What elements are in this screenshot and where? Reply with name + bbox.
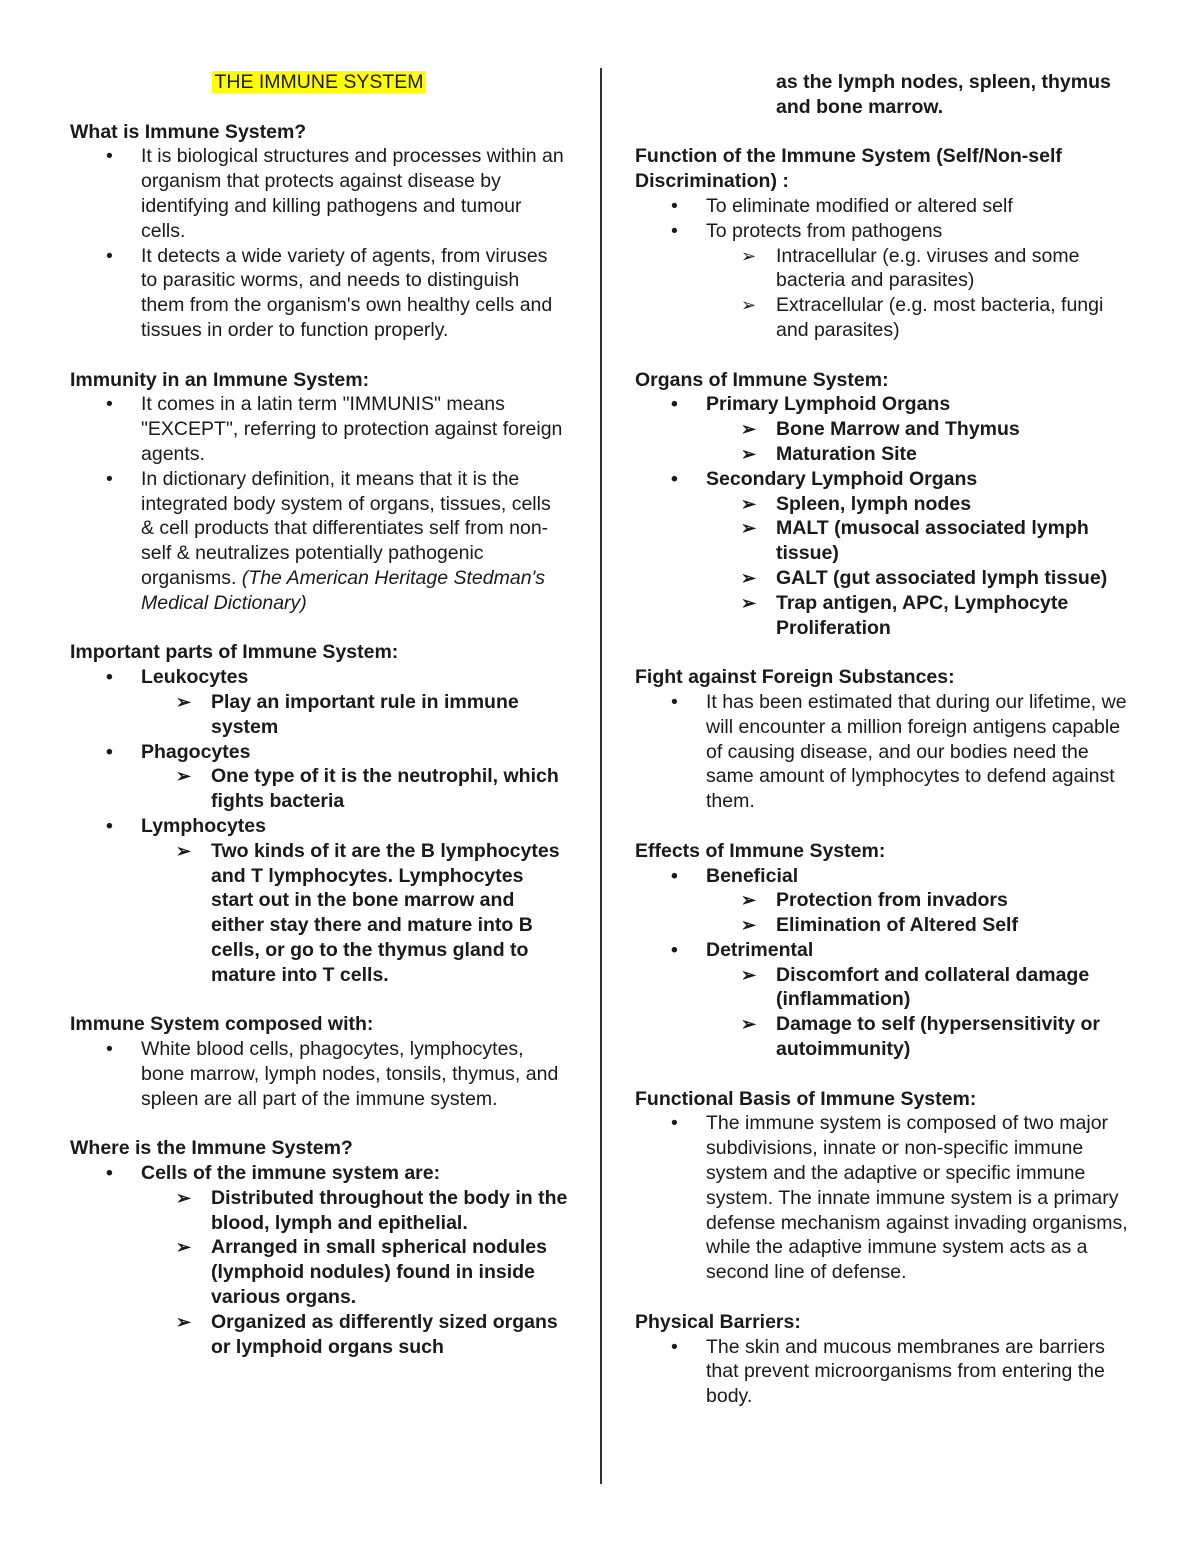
- sub-list-item: ➢ Damage to self (hypersensitivity or autoimmunity): [635, 1012, 1135, 1062]
- list-item: [70, 665, 568, 739]
- continued-sub-item: as the lymph nodes, spleen, thymus and bone marrow.: [776, 71, 1111, 118]
- sub-list-item: ➢ Elimination of Altered Self: [635, 913, 1135, 938]
- section-heading: Immunity in an Immune System:: [70, 368, 370, 391]
- section-heading: Effects of Immune System:: [635, 839, 886, 862]
- list-item: • It has been estimated that during our lifetime, we will encounter a million foreign antigens capable of causing disease, and our bodies need the same amount of lymphocytes to defend against them.: [635, 690, 1135, 814]
- list-item-text: In dictionary definition, it means that it is the integrated body system of organs, tissues, cells & cell products that differentiates self from non-self & neutralizes potentially pathogenic organisms.: [141, 467, 551, 589]
- bullet-list: [635, 392, 1135, 640]
- section-heading: Function of the Immune System (Self/Non-self Discrimination) :: [635, 145, 1062, 193]
- sub-list: [141, 1186, 568, 1360]
- sub-list-item: ➢ Spleen, lymph nodes: [635, 492, 1135, 517]
- list-item: • It is biological structures and processes within an organism that protects against disease by identifying and killing pathogens and tumour cells.: [70, 144, 568, 243]
- list-item: [70, 740, 568, 814]
- list-item: [70, 814, 568, 988]
- sub-list: [706, 492, 1135, 641]
- list-item: • It comes in a latin term "IMMUNIS" means "EXCEPT", referring to protection against foreign agents.: [70, 392, 568, 466]
- section-immunity: [70, 368, 568, 616]
- list-item: • The skin and mucous membranes are barriers that prevent microorganisms from entering the body.: [635, 1335, 1135, 1409]
- section-organs: [635, 368, 1135, 641]
- sub-list-item: ➢ Arranged in small spherical nodules (lymphoid nodules) found in inside various organs.: [70, 1235, 568, 1309]
- sub-list: [706, 963, 1135, 1062]
- sub-list: [141, 690, 568, 740]
- sub-list-item: ➢ Bone Marrow and Thymus: [635, 417, 1135, 442]
- sub-list: [141, 764, 568, 814]
- section-function: [635, 144, 1135, 342]
- bullet-list: [635, 1111, 1135, 1285]
- list-item-label: Cells of the immune system are:: [141, 1162, 441, 1185]
- section-physical-barriers: [635, 1310, 1135, 1409]
- citation: (The American Heritage Stedman's Medical Dictionary): [141, 566, 546, 614]
- sub-list-item: ➢ Maturation Site: [635, 442, 1135, 467]
- section-heading: Important parts of Immune System:: [70, 641, 399, 664]
- section-heading: Organs of Immune System:: [635, 368, 889, 391]
- list-item-label: Primary Lymphoid Organs: [706, 393, 951, 416]
- bullet-list: [70, 665, 568, 987]
- list-item-label: To protects from pathogens: [706, 219, 943, 242]
- left-column: [70, 70, 568, 1384]
- section-functional-basis: [635, 1087, 1135, 1285]
- bullet-list: [70, 1037, 568, 1111]
- section-heading: What is Immune System?: [70, 120, 307, 143]
- sub-list: [141, 839, 568, 988]
- section-heading: Functional Basis of Immune System:: [635, 1087, 977, 1110]
- list-item: [635, 938, 1135, 1062]
- document-title: THE IMMUNE SYSTEM: [214, 71, 424, 93]
- list-item: • It detects a wide variety of agents, from viruses to parasitic worms, and needs to distinguish them from the organism's own healthy cells and tissues in order to function properly.: [70, 244, 568, 343]
- list-item: [635, 392, 1135, 466]
- sub-list-item: ➢ Organized as differently sized organs or lymphoid organs such: [70, 1310, 568, 1360]
- bullet-list: [70, 144, 568, 342]
- right-column: [635, 70, 1135, 1434]
- list-item-label: Phagocytes: [141, 740, 251, 763]
- list-item: [635, 467, 1135, 641]
- continuation-text: [635, 70, 1135, 120]
- sub-list: [706, 244, 1135, 343]
- sub-list-item: ➢ Two kinds of it are the B lymphocytes and T lymphocytes. Lymphocytes start out in the bone marrow and either stay there and mature into B cells, or go to the thymus gland to mature into T cells.: [70, 839, 568, 988]
- list-item-label: Detrimental: [706, 938, 814, 961]
- section-what-is: [70, 120, 568, 343]
- sub-list-item: ➢ One type of it is the neutrophil, which fights bacteria: [70, 764, 568, 814]
- list-item: [70, 467, 568, 616]
- sub-list-item: ➢ Trap antigen, APC, Lymphocyte Proliferation: [635, 591, 1135, 641]
- sub-list-item: ➢ MALT (musocal associated lymph tissue): [635, 516, 1135, 566]
- bullet-list: [70, 392, 568, 615]
- section-important-parts: [70, 640, 568, 987]
- list-item-label: Secondary Lymphoid Organs: [706, 467, 978, 490]
- section-heading: Where is the Immune System?: [70, 1137, 353, 1160]
- sub-list: [706, 417, 1135, 467]
- bullet-list: [635, 690, 1135, 814]
- list-item: • To eliminate modified or altered self: [635, 194, 1135, 219]
- list-item-label: Lymphocytes: [141, 814, 266, 837]
- sub-list-item: ➢ Distributed throughout the body in the blood, lymph and epithelial.: [70, 1186, 568, 1236]
- section-where: [70, 1136, 568, 1359]
- bullet-list: [70, 1161, 568, 1359]
- bullet-list: [635, 1335, 1135, 1409]
- list-item: • The immune system is composed of two major subdivisions, innate or non-specific immune system and the adaptive or specific immune system. The innate immune system is a primary defense mechanism against invading organisms, while the adaptive immune system acts as a second line of defense.: [635, 1111, 1135, 1285]
- section-heading: Immune System composed with:: [70, 1013, 374, 1036]
- list-item: [70, 1161, 568, 1359]
- list-item: • White blood cells, phagocytes, lymphocytes, bone marrow, lymph nodes, tonsils, thymus, and spleen are all part of the immune system.: [70, 1037, 568, 1111]
- section-heading: Fight against Foreign Substances:: [635, 666, 955, 689]
- section-fight: [635, 665, 1135, 814]
- sub-list-item: ➢ Intracellular (e.g. viruses and some bacteria and parasites): [635, 244, 1135, 294]
- sub-list-item: ➢ Discomfort and collateral damage (inflammation): [635, 963, 1135, 1013]
- section-effects: [635, 839, 1135, 1062]
- list-item: [635, 864, 1135, 938]
- sub-list-item: ➢ GALT (gut associated lymph tissue): [635, 566, 1135, 591]
- sub-list-item: ➢ Play an important rule in immune system: [70, 690, 568, 740]
- section-heading: Physical Barriers:: [635, 1310, 801, 1333]
- sub-list: [706, 888, 1135, 938]
- list-item-label: Leukocytes: [141, 666, 249, 689]
- bullet-list: [635, 864, 1135, 1062]
- list-item-label: Beneficial: [706, 864, 799, 887]
- sub-list-item: ➢ Extracellular (e.g. most bacteria, fungi and parasites): [635, 293, 1135, 343]
- section-composed: [70, 1012, 568, 1111]
- sub-list-item: ➢ Protection from invadors: [635, 888, 1135, 913]
- list-item: [635, 219, 1135, 343]
- column-divider: [600, 68, 602, 1484]
- bullet-list: [635, 194, 1135, 343]
